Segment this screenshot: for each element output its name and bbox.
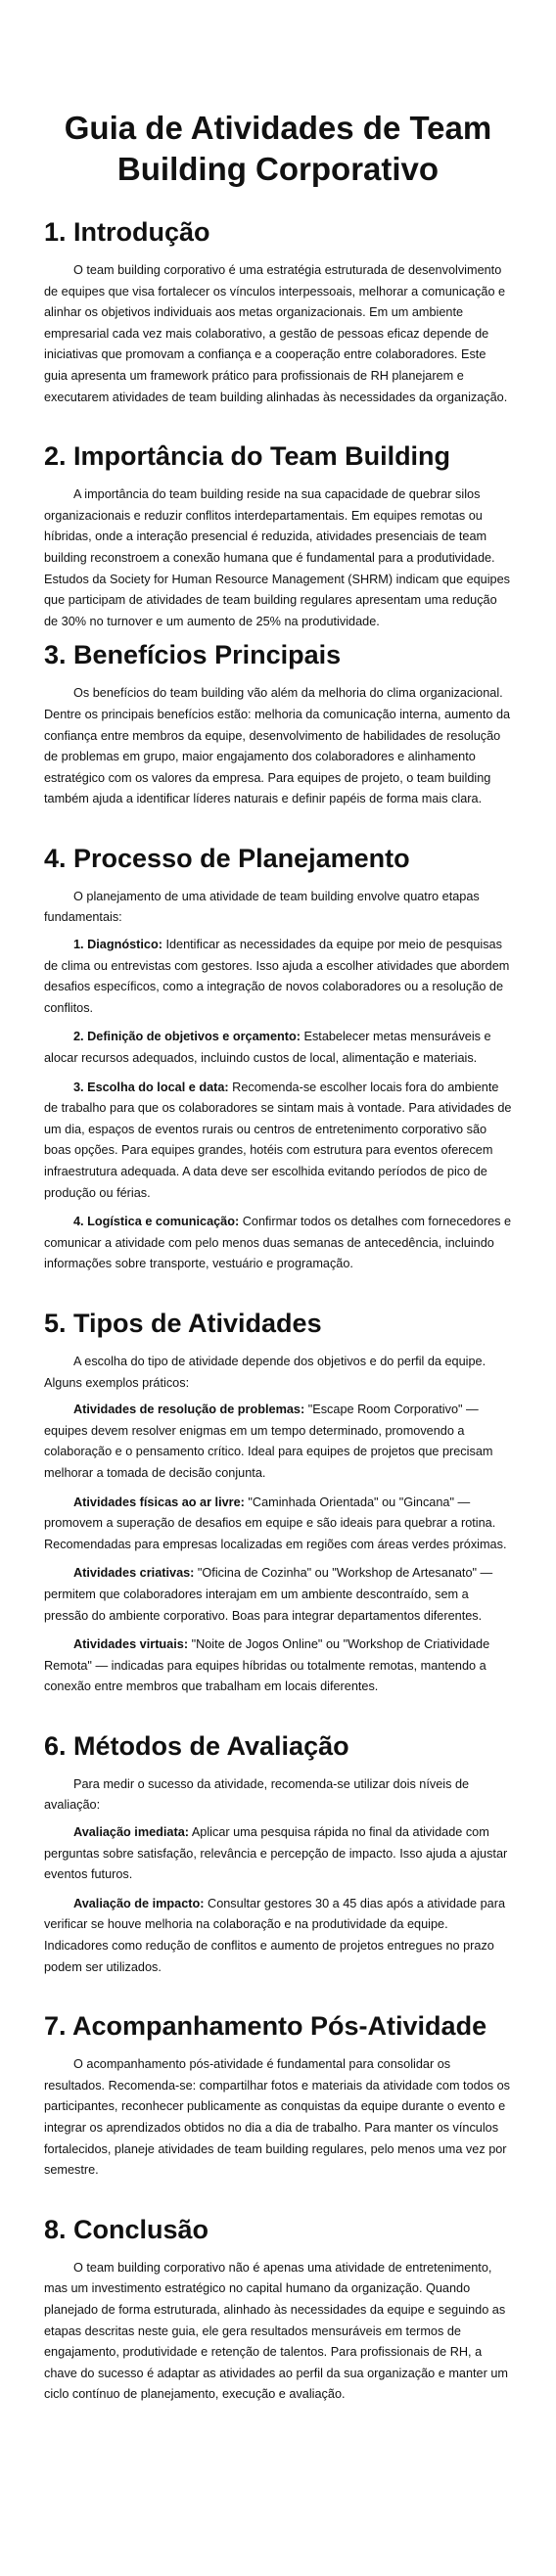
section-paragraph: O team building corporativo é uma estratégia estruturada de desenvolvimento de equipes que visa fortalecer os vínculos interpessoais, melhorar a comunicação e alinhar os objetivos individuais aos metas organizacionais. Em um ambiente empresarial cada vez mais colaborativo, a gestão de pessoas eficaz depende de iniciativas que promovam a confiança e a cooperação entre colaboradores. Este guia apresenta um framework prático para profissionais de RH planejarem e executarem atividades de team building alinhadas às necessidades da organização.: [44, 263, 508, 404]
list-item-text: "Caminhada Orientada" ou "Gincana" — promovem a superação de desafios em equipe e são ideais para quebrar a rotina. Recomendadas para empresas localizadas em regiões com áreas verdes próximas.: [44, 1495, 507, 1551]
section-paragraph: O team building corporativo não é apenas uma atividade de entretenimento, mas um investimento estratégico no capital humano da organização. Quando planejado de forma estruturada, alinhado às necessidades da equipe e seguindo as etapas descritas neste guia, ele gera resultados mensuráveis em termos de engajamento, produtividade e retenção de talentos. Para profissionais de RH, a chave do sucesso é adaptar as atividades ao perfil da sua organização e manter um ciclo contínuo de planejamento, execução e avaliação.: [44, 2260, 508, 2402]
section-heading: 2. Importância do Team Building: [44, 441, 451, 472]
list-item-label: 1. Diagnóstico:: [73, 938, 162, 952]
document-title: Guia de Atividades de Team Building Corporativo: [64, 110, 492, 187]
section-introducao: [44, 215, 512, 408]
list-item: [44, 1894, 512, 1978]
section-heading: 1. Introdução: [44, 217, 210, 247]
list-item-label: Avaliação imediata:: [73, 1825, 189, 1840]
section-importancia: [44, 439, 512, 632]
list-item: [44, 1634, 512, 1698]
list-item-text: Recomenda-se escolher locais fora do ambiente de trabalho para que os colaboradores se sintam mais à vontade. Para atividades de um dia, espaços de eventos rurais ou centros de entretenimento corporativo são boas opções. Para equipes grandes, hotéis com estrutura para eventos oferecem infraestrutura adequada. A data deve ser escolhida evitando períodos de pico de produção ou férias.: [44, 1080, 512, 1200]
list-item-text: Confirmar todos os detalhes com fornecedores e comunicar a atividade com pelo menos duas semanas de antecedência, incluindo informações sobre transporte, vestuário e programação.: [44, 1215, 512, 1271]
list-item-text: "Noite de Jogos Online" ou "Workshop de Criatividade Remota" — indicadas para equipes híbridas ou totalmente remotas, mantendo a conexão entre membros que trabalham em locais diferentes.: [44, 1637, 490, 1694]
list-item-label: Atividades criativas:: [73, 1566, 195, 1581]
list-item-text: "Escape Room Corporativo" — equipes devem resolver enigmas em um tempo determinado, promovendo a colaboração e o pensamento crítico. Ideal para equipes de projetos que precisam melhorar a tomada de decisão conjunta.: [44, 1403, 493, 1480]
section-heading: 3. Benefícios Principais: [44, 640, 342, 670]
list-item-text: Aplicar uma pesquisa rápida no final da atividade com perguntas sobre satisfação, relevância e percepção de impacto. Isso ajuda a ajustar eventos futuros.: [44, 1825, 508, 1882]
list-item-label: 3. Escolha do local e data:: [73, 1080, 229, 1094]
section-intro: A escolha do tipo de atividade depende dos objetivos e do perfil da equipe. Alguns exemplos práticos:: [44, 1354, 486, 1390]
list-item-text: "Oficina de Cozinha" ou "Workshop de Artesanato" — permitem que colaboradores interajam em um ambiente descontraído, sem a pressão do ambiente corporativo. Boas para integrar departamentos diferentes.: [44, 1566, 493, 1623]
section-heading: 8. Conclusão: [44, 2214, 209, 2244]
list-item: [44, 935, 512, 1019]
list-item-label: Avaliação de impacto:: [73, 1896, 205, 1910]
section-intro: O planejamento de uma atividade de team building envolve quatro etapas fundamentais:: [44, 889, 480, 925]
section-planejamento: [44, 842, 512, 1275]
section-beneficios: [44, 638, 512, 810]
section-heading: 7. Acompanhamento Pós-Atividade: [44, 2011, 487, 2042]
list-item-label: Atividades virtuais:: [73, 1637, 189, 1652]
section-conclusao: [44, 2213, 512, 2406]
list-item-text: Consultar gestores 30 a 45 dias após a atividade para verificar se houve melhoria na colaboração e na produtividade da equipe. Indicadores como redução de conflitos e aumento de projetos entregues no prazo podem ser utilizados.: [44, 1896, 506, 1974]
section-acompanhamento: [44, 2009, 512, 2182]
list-item-text: Identificar as necessidades da equipe por meio de pesquisas de clima ou entrevistas com gestores. Isso ajuda a escolher atividades que abordem desafios específicos, como a integração de novos colaboradores ou a resolução de conflitos.: [44, 938, 510, 1015]
section-tipos: [44, 1307, 512, 1698]
list-item: [44, 1822, 512, 1886]
list-item: [44, 1212, 512, 1275]
list-item: [44, 1493, 512, 1556]
section-paragraph: Os benefícios do team building vão além da melhoria do clima organizacional. Dentre os principais benefícios estão: melhoria da comunicação interna, aumento da confiança entre membros da equipe, desenvolvimento de habilidades de resolução de problemas em grupo, maior engajamento dos colaboradores e alinhamento estratégico com os valores da empresa. Para equipes de projeto, o team building também ajuda a identificar líderes naturais e definir papéis de forma mais clara.: [44, 686, 511, 806]
list-item-label: 4. Logística e comunicação:: [73, 1215, 240, 1229]
list-item: [44, 1400, 512, 1484]
section-heading: 4. Processo de Planejamento: [44, 843, 410, 873]
section-heading: 6. Métodos de Avaliação: [44, 1730, 349, 1761]
list-item-label: Atividades físicas ao ar livre:: [73, 1495, 245, 1509]
list-item: [44, 1078, 512, 1205]
section-paragraph: A importância do team building reside na sua capacidade de quebrar silos organizacionais e reduzir conflitos interdepartamentais. Em equipes remotas ou híbridas, onde a interação presencial é reduzida, atividades presenciais de team building reconstroem a conexão humana que é fundamental para a produtividade. Estudos da Society for Human Resource Management (SHRM) indicam que equipes que participam de atividades de team building regulares apresentam uma redução de 30% no turnover e um aumento de 25% na produtividade.: [44, 487, 511, 628]
list-item-label: Atividades de resolução de problemas:: [73, 1403, 305, 1417]
list-item: [44, 1027, 512, 1069]
list-item-label: 2. Definição de objetivos e orçamento:: [73, 1030, 301, 1044]
section-avaliacao: [44, 1729, 512, 1978]
section-paragraph: O acompanhamento pós-atividade é fundamental para consolidar os resultados. Recomenda-se: compartilhar fotos e materiais da atividade com todos os participantes, reconhecer publicamente as conquistas da equipe durante o evento e integrar os aprendizados obtidos no dia a dia de trabalho. Para manter os vínculos fortalecidos, planeje atividades de team building regulares, pelo menos uma vez por semestre.: [44, 2057, 511, 2178]
section-intro: Para medir o sucesso da atividade, recomenda-se utilizar dois níveis de avaliação:: [44, 1776, 470, 1813]
section-heading: 5. Tipos de Atividades: [44, 1308, 322, 1338]
list-item: [44, 1563, 512, 1627]
list-item-text: Estabelecer metas mensuráveis e alocar recursos adequados, incluindo custos de local, alimentação e materiais.: [44, 1030, 491, 1066]
